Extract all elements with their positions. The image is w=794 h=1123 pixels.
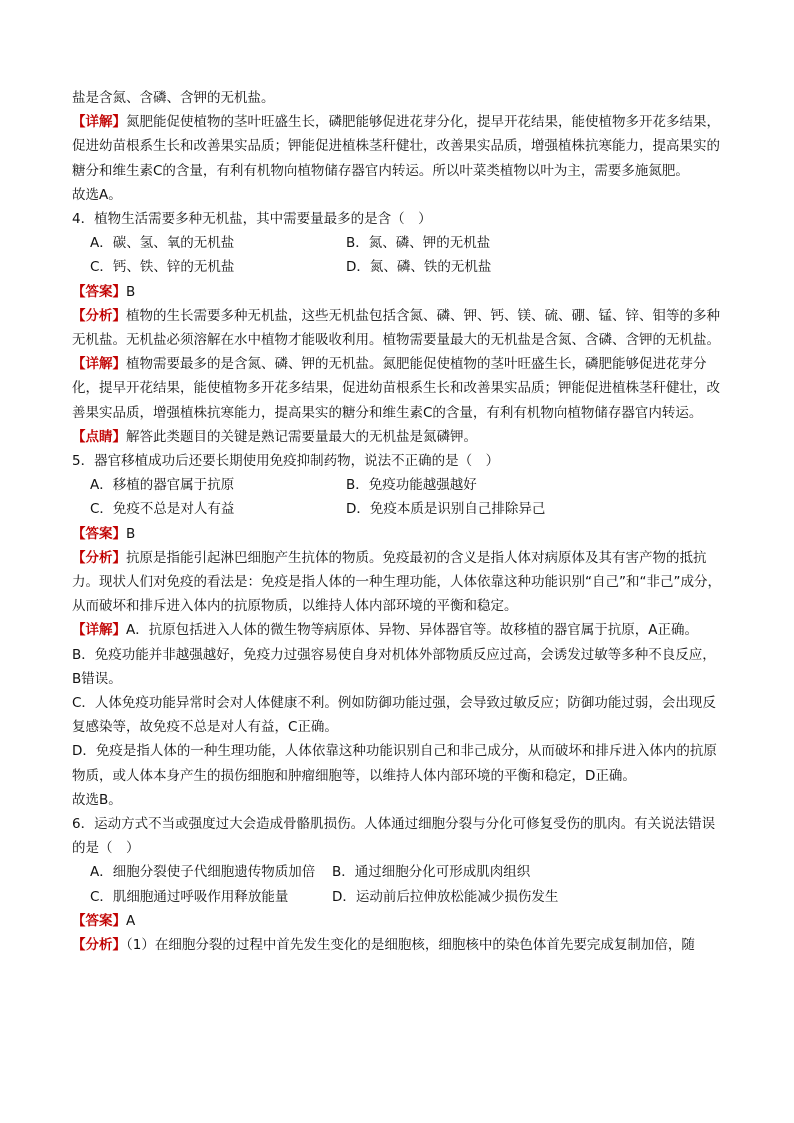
q5-detail-a-text: A．抗原包括进入人体的微生物等病原体、异物、异体器官等。故移植的器官属于抗原，A正确。 — [126, 622, 698, 639]
q6-options-row-1 — [72, 860, 722, 884]
q6-stem: 6．运动方式不当或强度过大会造成骨骼肌损伤。人体通过细胞分裂与分化可修复受伤的肌肉。有关说法错误的是（ ） — [72, 816, 716, 857]
q6-analysis — [72, 933, 722, 957]
q4-options-row-2 — [72, 255, 722, 279]
q6-option-a: A．细胞分裂使子代细胞遗传物质加倍 — [90, 864, 316, 881]
q6-options-row-2 — [72, 885, 722, 909]
q5-detail-b: B．免疫功能并非越强越好，免疫力过强容易使自身对机体外部物质反应过高，会诱发过敏等多种不良反应，B错误。 — [72, 646, 716, 687]
q4-analysis — [72, 304, 722, 352]
q6-answer-value: A — [126, 912, 136, 929]
answer-tag: 【答案】 — [72, 283, 126, 300]
q5-options-row-2 — [72, 497, 722, 521]
analysis-tag: 【分析】 — [72, 307, 126, 324]
q4-option-b: B．氮、磷、钾的无机盐 — [346, 235, 491, 252]
detail-tag: 【详解】 — [72, 114, 126, 131]
q5-detail-a — [72, 618, 722, 642]
q5-analysis-text: 抗原是指能引起淋巴细胞产生抗体的物质。免疫最初的含义是指人体对病原体及其有害产物的抵抗力。现状人们对免疫的看法是：免疫是指人体的一种生理功能，人体依靠这种功能识别“自己”和“非己”成分，从而破坏和排斥进入体内的抗原物质，以维持人体内部环境的平衡和稳定。 — [72, 549, 721, 615]
q3-detail-text: 氮肥能促使植物的茎叶旺盛生长，磷肥能够促进花芽分化，提早开花结果，能使植物多开花多结果，促进幼苗根系生长和改善果实品质；钾能促进植株茎秆健壮，改善果实品质，增强植株抗寒能力，提高果实的糖分和维生素C的含量，有利有机物向植物储存器官内转运。所以叶菜类植物以叶为主，需要多施氮肥。 — [72, 114, 720, 179]
q3-conclusion: 故选A。 — [72, 186, 122, 203]
q3-answer-line: 盐是含氮、含磷、含钾的无机盐。 — [72, 90, 275, 106]
q5-conclusion: 故选B。 — [72, 791, 122, 808]
q4-option-a: A．碳、氢、氧的无机盐 — [90, 235, 235, 252]
detail-tag: 【详解】 — [72, 622, 126, 639]
analysis-tag: 【分析】 — [72, 549, 126, 566]
q4-answer-value: B — [126, 283, 136, 300]
q5-option-c: C．免疫不总是对人有益 — [90, 501, 235, 518]
q4-option-d: D．氮、磷、铁的无机盐 — [346, 259, 492, 276]
q5-answer — [72, 522, 722, 546]
q6-analysis-text: （1）在细胞分裂的过程中首先发生变化的是细胞核，细胞核中的染色体首先要完成复制加倍，随 — [126, 937, 695, 954]
q5-answer-value: B — [126, 525, 136, 542]
q4-answer — [72, 280, 722, 304]
q6-option-c: C．肌细胞通过呼吸作用释放能量 — [90, 888, 289, 905]
q5-option-b: B．免疫功能越强越好 — [346, 477, 477, 494]
q4-comment-text: 解答此类题目的关键是熟记需要量最大的无机盐是氮磷钾。 — [126, 428, 477, 445]
q5-analysis — [72, 546, 722, 619]
comment-tag: 【点睛】 — [72, 428, 126, 445]
q5-options-row-1 — [72, 473, 722, 497]
q5-option-a: A．移植的器官属于抗原 — [90, 477, 235, 494]
q4-detail-text: 植物需要最多的是含氮、磷、钾的无机盐。氮肥能促使植物的茎叶旺盛生长，磷肥能够促进花芽分化，提早开花结果，能使植物多开花多结果，促进幼苗根系生长和改善果实品质；钾能促进植株茎秆健壮，改善果实品质，增强植株抗寒能力，提高果实的糖分和维生素C的含量，有利有机物向植物储存器官内转运。 — [72, 356, 720, 421]
q6-answer — [72, 909, 722, 933]
detail-tag: 【详解】 — [72, 356, 126, 373]
q5-option-d: D．免疫本质是识别自己排除异己 — [346, 501, 546, 518]
q4-stem: 4．植物生活需要多种无机盐，其中需要量最多的是含（ ） — [72, 211, 432, 228]
q5-detail-c: C．人体免疫功能异常时会对人体健康不利。例如防御功能过强，会导致过敏反应；防御功能过弱，会出现反复感染等，故免疫不总是对人有益，C正确。 — [72, 695, 716, 736]
analysis-tag: 【分析】 — [72, 937, 126, 954]
document-page — [72, 86, 722, 957]
q5-stem: 5．器官移植成功后还要长期使用免疫抑制药物，说法不正确的是（ ） — [72, 453, 500, 470]
q4-comment — [72, 425, 722, 449]
q6-option-b: B．通过细胞分化可形成肌肉组织 — [332, 864, 531, 881]
q6-option-d: D．运动前后拉伸放松能减少损伤发生 — [332, 888, 559, 905]
q4-option-c: C．钙、铁、锌的无机盐 — [90, 259, 235, 276]
q4-options-row-1 — [72, 231, 722, 255]
q4-analysis-text: 植物的生长需要多种无机盐，这些无机盐包括含氮、磷、钾、钙、镁、硫、硼、锰、锌、钼等的多种无机盐。无机盐必须溶解在水中植物才能吸收利用。植物需要量最大的无机盐是含氮、含磷、含钾的无机盐。 — [72, 307, 720, 348]
answer-tag: 【答案】 — [72, 912, 126, 929]
q4-detail — [72, 352, 722, 425]
answer-tag: 【答案】 — [72, 525, 126, 542]
q3-detail — [72, 110, 722, 183]
q5-detail-d: D．免疫是指人体的一种生理功能，人体依靠这种功能识别自己和非己成分，从而破坏和排斥进入体内的抗原物质，或人体本身产生的损伤细胞和肿瘤细胞等，以维持人体内部环境的平衡和稳定，D正确。 — [72, 743, 717, 784]
